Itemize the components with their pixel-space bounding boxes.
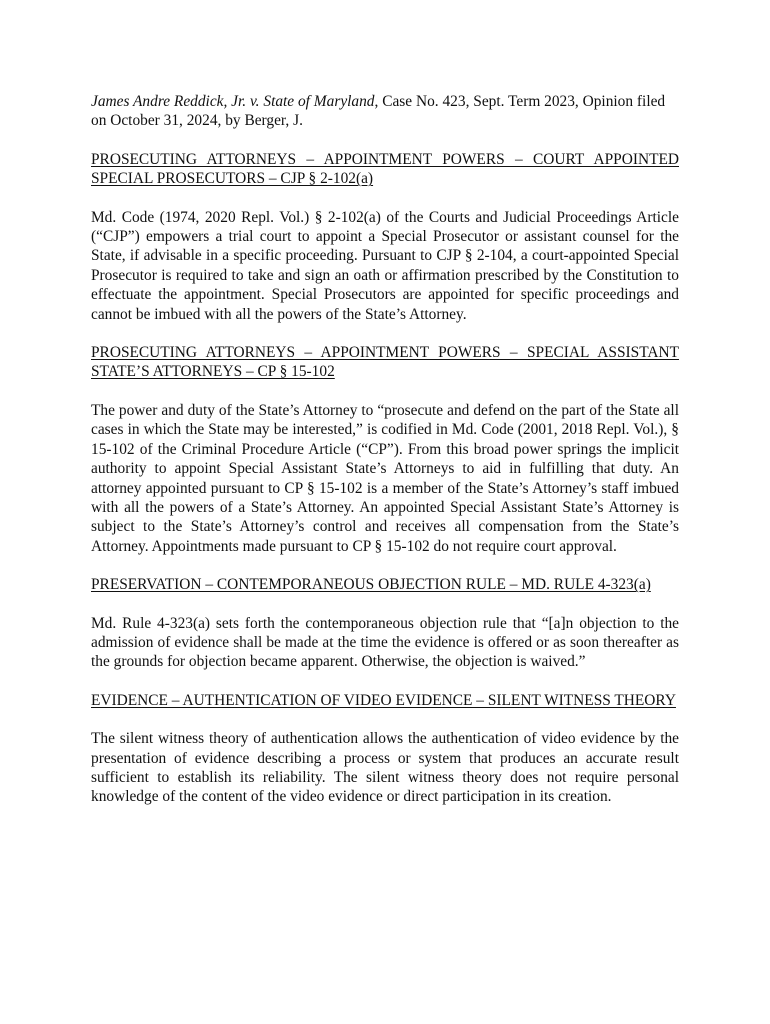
section-body-special-assistant: The power and duty of the State’s Attorney to “prosecute and defend on the part of the State all cases in which the State may be interested,” is codified in Md. Code (2001, 2018 Repl. Vol.), § 15-102 of the Criminal Procedure Article (“CP”). From this broad power springs the implicit authority to appoint Special Assistant State’s Attorneys to aid in fulfilling that duty. An attorney appointed pursuant to CP § 15-102 is a member of the State’s Attorney’s staff imbued with all the powers of a State’s Attorney. An appointed Special Assistant State’s Attorney is subject to the State’s Attorney’s control and receives all compensation from the State’s Attorney. Appointments made pursuant to CP § 15-102 do not require court approval. [91, 401, 679, 555]
section-heading-preservation: PRESERVATION – CONTEMPORANEOUS OBJECTION RULE – MD. RULE 4-323(a) [91, 576, 651, 594]
section-body-special-prosecutors: Md. Code (1974, 2020 Repl. Vol.) § 2-102(a) of the Courts and Judicial Proceedings Article (“CJP”) empowers a trial court to appoint a Special Prosecutor or assistant counsel for the State, if advisable in a specific proceeding. Pursuant to CJP § 2-104, a court-appointed Special Prosecutor is required to take and sign an oath or affirmation prescribed by the Constitution to effectuate the appointment. Special Prosecutors are appointed for specific proceedings and cannot be imbued with all the powers of the State’s Attorney. [91, 208, 679, 323]
section-heading-special-assistant: PROSECUTING ATTORNEYS – APPOINTMENT POWERS – SPECIAL ASSISTANT STATE’S ATTORNEYS – CP § 15-102 [91, 344, 679, 381]
section-body-preservation: Md. Rule 4-323(a) sets forth the contemporaneous objection rule that “[a]n objection to the admission of evidence shall be made at the time the evidence is offered or as soon thereafter as the grounds for objection became apparent. Otherwise, the objection is waived.” [91, 614, 679, 671]
document-page [91, 92, 679, 826]
section-body-evidence: The silent witness theory of authentication allows the authentication of video evidence by the presentation of evidence describing a process or system that produces an accurate result sufficient to establish its reliability. The silent witness theory does not require personal knowledge of the content of the video evidence or direct participation in its creation. [91, 730, 679, 806]
case-name: James Andre Reddick, Jr. v. State of Maryland [91, 93, 375, 110]
case-citation-details: , Case No. 423, Sept. Term 2023, Opinion filed on October 31, 2024, by Berger, J. [91, 93, 666, 130]
section-heading-evidence: EVIDENCE – AUTHENTICATION OF VIDEO EVIDENCE – SILENT WITNESS THEORY [91, 691, 676, 709]
section-heading-special-prosecutors: PROSECUTING ATTORNEYS – APPOINTMENT POWERS – COURT APPOINTED SPECIAL PROSECUTORS – CJP § 2-102(a) [91, 150, 679, 188]
case-citation [91, 92, 679, 131]
